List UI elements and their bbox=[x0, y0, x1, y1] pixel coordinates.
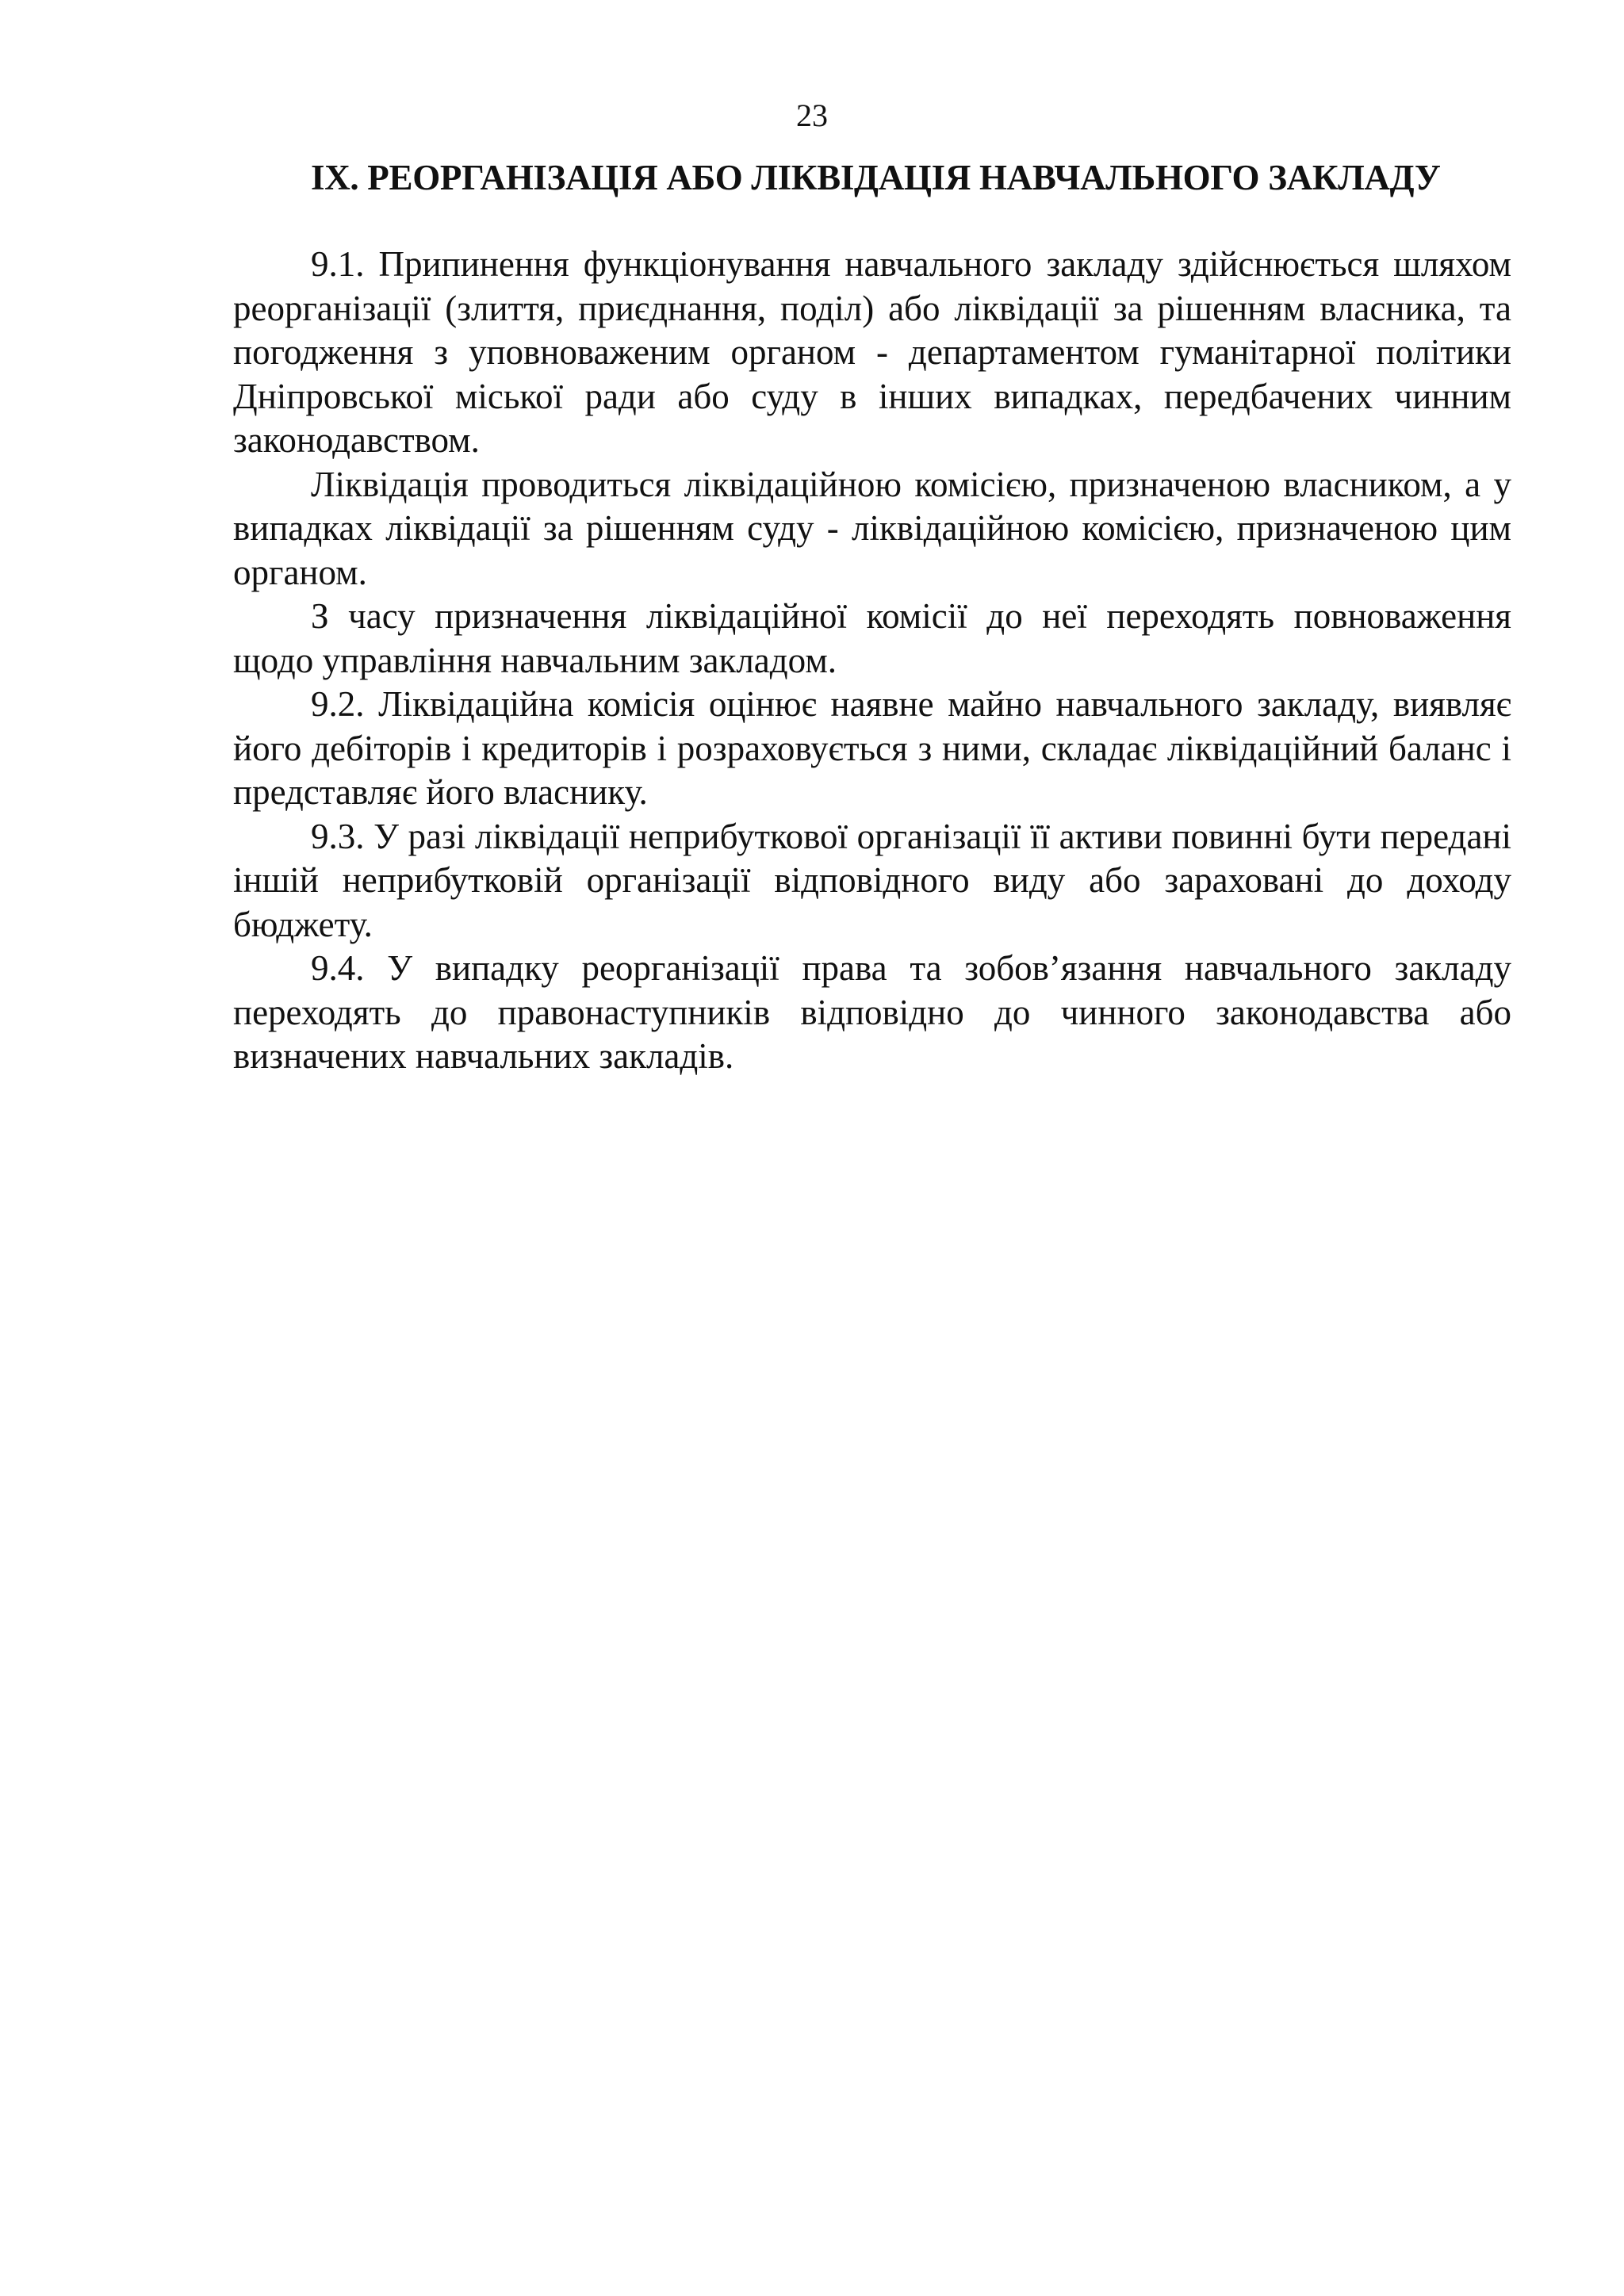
paragraph-9-2: 9.2. Ліквідаційна комісія оцінює наявне майно навчального закладу, виявляє його дебіторів і кредиторів і розраховується з ними, складає ліквідаційний баланс і представляє його власнику. bbox=[233, 684, 1511, 812]
paragraph-liquidation-commission: Ліквідація проводиться ліквідаційною комісією, призначеною власником, а у випадках ліквідації за рішенням суду - ліквідаційною комісією, призначеною цим органом. bbox=[233, 464, 1511, 592]
paragraph-commission-powers: З часу призначення ліквідаційної комісії до неї переходять повноваження щодо управління навчальним закладом. bbox=[233, 596, 1511, 680]
paragraph-9-3: 9.3. У разі ліквідації неприбуткової організації її активи повинні бути передані іншій неприбутковій організації відповідного виду або зараховані до доходу бюджету. bbox=[233, 816, 1511, 944]
section-title: IX. РЕОРГАНІЗАЦІЯ АБО ЛІКВІДАЦІЯ НАВЧАЛЬНОГО ЗАКЛАДУ bbox=[311, 158, 1441, 197]
paragraph-9-1: 9.1. Припинення функціонування навчального закладу здійснюється шляхом реорганізації (злиття, приєднання, поділ) або ліквідації за рішенням власника, та погодження з уповноваженим органом - департаментом гуманітарної політики Дніпровської міської ради або суду в інших випадках, передбачених чинним законодавством. bbox=[233, 244, 1511, 460]
page-number: 23 bbox=[796, 98, 828, 133]
section-body bbox=[233, 243, 1511, 1079]
paragraph-9-4: 9.4. У випадку реорганізації права та зобов’язання навчального закладу переходять до правонаступників відповідно до чинного законодавства або визначених навчальних закладів. bbox=[233, 948, 1511, 1076]
